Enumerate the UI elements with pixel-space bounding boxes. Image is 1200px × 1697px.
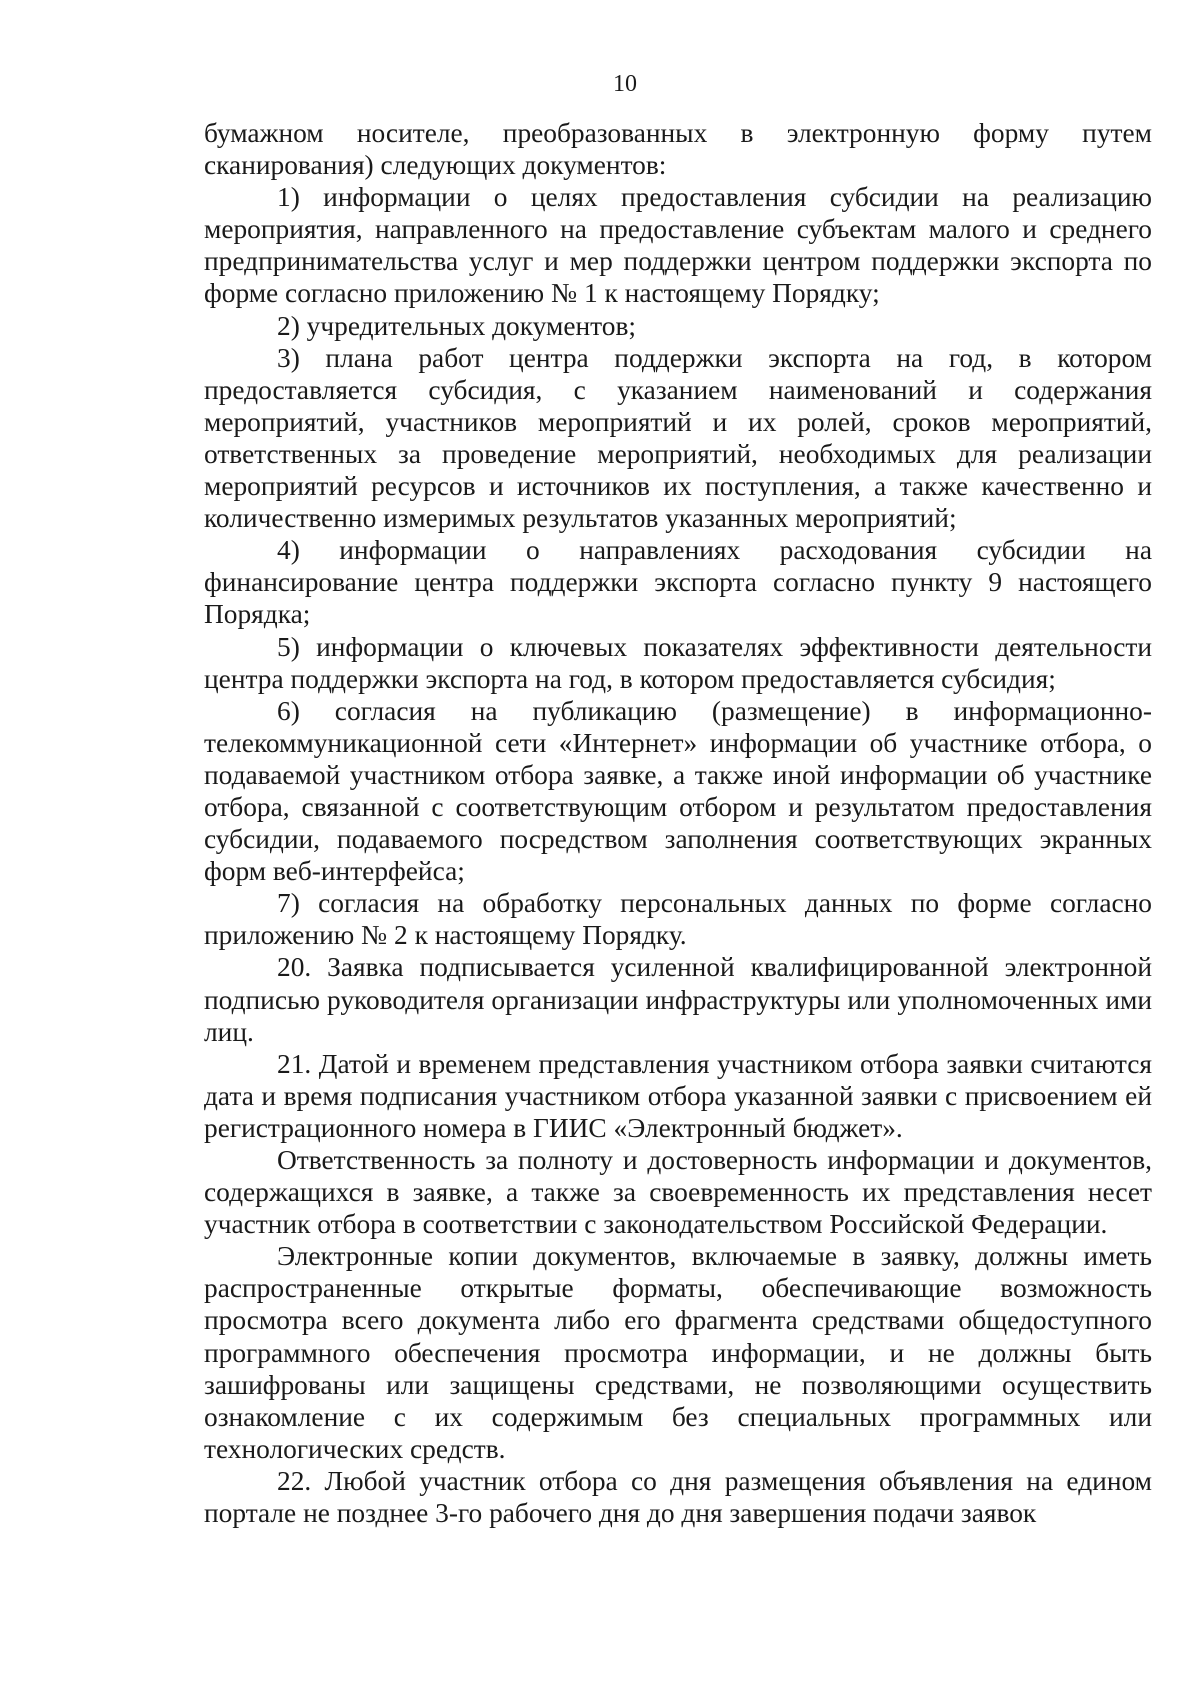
paragraph-item-2: 2) учредительных документов; [277,310,636,341]
paragraph-item-4: 4) информации о направлениях расходования субсидии на финансирование центра поддержки экспорта согласно пункту 9 настоящего Порядка; [204,535,1152,630]
paragraph-item-7: 7) согласия на обработку персональных данных по форме согласно приложению № 2 к настоящему Порядку. [204,888,1152,951]
paragraph-clause-21: 21. Датой и временем представления участником отбора заявки считаются дата и время подписания участником отбора указанной заявки с присвоением ей регистрационного номера в ГИИС «Электронный бюджет». [204,1048,1152,1143]
paragraph-responsibility: Ответственность за полноту и достоверность информации и документов, содержащихся в заявке, а также за своевременность их представления несет участник отбора в соответствии с законодательством Российской Федерации. [204,1145,1152,1240]
paragraph-continuation: бумажном носителе, преобразованных в электронную форму путем сканирования) следующих документов: [204,118,1152,181]
paragraph-clause-20: 20. Заявка подписывается усиленной квалифицированной электронной подписью руководителя организации инфраструктуры или уполномоченных ими лиц. [204,952,1152,1047]
paragraph-item-6: 6) согласия на публикацию (размещение) в информационно-телекоммуникационной сети «Интернет» информации об участнике отбора, о подаваемой участником отбора заявке, а также иной информации об участнике отбора, связанной с соответствующим отбором и результатом предоставления субсидии, подаваемого посредством заполнения соответствующих экранных форм веб-интерфейса; [204,695,1152,887]
paragraph-item-1: 1) информации о целях предоставления субсидии на реализацию мероприятия, направленного на предоставление субъектам малого и среднего предпринимательства услуг и мер поддержки центром поддержки экспорта по форме согласно приложению № 1 к настоящему Порядку; [204,182,1152,309]
paragraph-item-3: 3) плана работ центра поддержки экспорта на год, в котором предоставляется субсидия, с указанием наименований и содержания мероприятий, участников мероприятий и их ролей, сроков мероприятий, ответственных за проведение мероприятий, необходимых для реализации мероприятий ресурсов и источников их поступления, а также качественно и количественно измеримых результатов указанных мероприятий; [204,342,1152,534]
page-number: 10 [613,71,637,97]
paragraph-clause-22: 22. Любой участник отбора со дня размещения объявления на едином портале не позднее 3-го рабочего дня до дня завершения подачи заявок [204,1465,1152,1529]
paragraph-item-5: 5) информации о ключевых показателях эффективности деятельности центра поддержки экспорта на год, в котором предоставляется субсидия; [204,631,1152,694]
document-body [204,117,1152,1529]
paragraph-electronic-copies: Электронные копии документов, включаемые в заявку, должны иметь распространенные открытые форматы, обеспечивающие возможность просмотра всего документа либо его фрагмента средствами общедоступного программного обеспечения просмотра информации, и не должны быть зашифрованы или защищены средствами, не позволяющими осуществить ознакомление с их содержимым без специальных программных или технологических средств. [204,1241,1152,1464]
